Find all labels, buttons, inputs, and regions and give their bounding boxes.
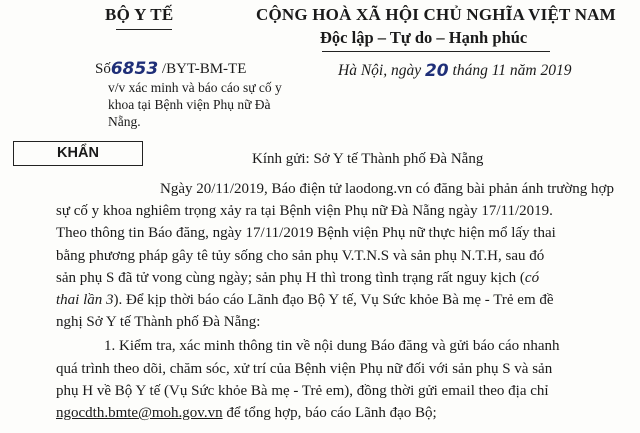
- document-subject: v/v xác minh và báo cáo sự cố y khoa tại Bệnh viện Phụ nữ Đà Nẵng.: [108, 80, 282, 129]
- body-text: để tổng hợp, báo cáo Lãnh đạo Bộ;: [222, 405, 437, 422]
- document-number-handwritten: 6853: [110, 59, 159, 79]
- body-line: bằng phương pháp gây tê tủy sống cho sản phụ V.T.N.S và sản phụ N.T.H, sau đó: [56, 247, 545, 264]
- body-line: [56, 267, 616, 289]
- document-number-suffix: /BYT-BM-TE: [161, 61, 247, 77]
- body-text: ). Để kịp thời báo cáo Lãnh đạo Bộ Y tế, Vụ Sức khỏe Bà mẹ - Trẻ em đề: [113, 292, 554, 309]
- body-line: Ngày 20/11/2019, Báo điện tử laodong.vn có đăng bài phản ánh trường hợp: [160, 181, 614, 197]
- date-suffix: tháng 11 năm 2019: [452, 62, 572, 79]
- paragraph-intro-cont: [56, 222, 616, 333]
- body-italic: thai lần 3: [56, 292, 114, 309]
- body-line: [56, 402, 616, 424]
- urgent-stamp: KHẨN: [13, 141, 143, 166]
- body-line: phụ H về Bộ Y tế (Vụ Sức khỏe Bà mẹ - Trẻ em), đồng thời gửi email theo địa chỉ: [56, 382, 549, 399]
- body-line: Theo thông tin Báo đăng, ngày 17/11/2019 Bệnh viện Phụ nữ thực hiện mổ lấy thai: [56, 225, 556, 242]
- body-line: [56, 289, 616, 311]
- national-motto: Độc lập – Tự do – Hạnh phúc: [320, 28, 528, 47]
- motto-underline: [322, 51, 550, 52]
- email-link[interactable]: ngocdth.bmte@moh.gov.vn: [56, 405, 223, 422]
- item-1: [56, 335, 616, 424]
- document-number: [95, 58, 246, 78]
- recipient-line: Kính gửi: Sở Y tế Thành phố Đà Nẵng: [252, 151, 484, 167]
- document-date: [338, 60, 572, 80]
- body-text: sản phụ S đã tử vong cùng ngày; sản phụ H thì trong tình trạng rất nguy kịch (: [56, 269, 525, 286]
- document-number-prefix: Số: [95, 61, 111, 77]
- ministry-underline: [116, 29, 172, 30]
- date-day-handwritten: 20: [424, 61, 449, 81]
- body-line: quá trình theo dõi, chăm sóc, xử trí của Bệnh viện Phụ nữ đối với sản phụ S và sản: [56, 360, 553, 377]
- ministry-name: BỘ Y TẾ: [105, 5, 174, 24]
- body-italic: có: [524, 269, 540, 286]
- body-line: 1. Kiểm tra, xác minh thông tin về nội dung Báo đăng và gửi báo cáo nhanh: [104, 338, 560, 355]
- date-prefix: Hà Nội, ngày: [338, 62, 422, 79]
- letter-body: [56, 178, 616, 424]
- body-line: nghị Sở Y tế Thành phố Đà Nẵng:: [56, 314, 261, 331]
- national-title: CỘNG HOÀ XÃ HỘI CHỦ NGHĨA VIỆT NAM: [256, 5, 616, 24]
- body-line: sự cố y khoa nghiêm trọng xảy ra tại Bệnh viện Phụ nữ Đà Nẵng ngày 17/11/2019.: [56, 203, 553, 220]
- paragraph-intro: [56, 178, 616, 222]
